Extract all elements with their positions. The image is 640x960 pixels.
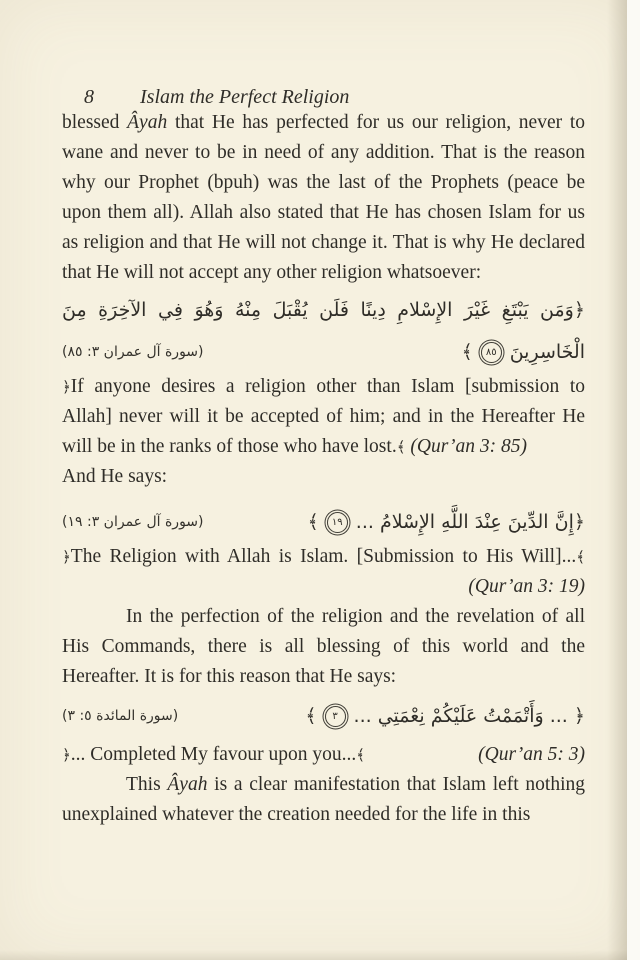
arabic-verse-2 bbox=[62, 502, 585, 542]
translation-3-row bbox=[62, 740, 585, 770]
paragraph-3 bbox=[62, 770, 585, 830]
paragraph-3-text: This bbox=[126, 774, 168, 795]
arabic-verse-3 bbox=[62, 696, 585, 736]
quote-open-ornament-icon: ﴿ bbox=[62, 746, 71, 764]
quote-close-ornament-icon: ﴾ bbox=[396, 438, 406, 456]
lead-in-line: And He says: bbox=[62, 466, 168, 487]
italic-term-ayah: Âyah bbox=[167, 774, 208, 795]
quote-close-ornament-icon: ﴾ bbox=[356, 746, 366, 764]
arabic-verse-2-text-wrap bbox=[308, 502, 585, 542]
verse-2-closing-ornament-icon: ﴾ bbox=[307, 511, 319, 533]
page-edge-shadow bbox=[607, 0, 627, 960]
arabic-citation-1: (سورة آل عمران ٣: ٨٥) bbox=[62, 344, 204, 360]
translation-2 bbox=[62, 542, 585, 572]
ayah-number-medallion-3: ٣ bbox=[325, 706, 346, 727]
paragraph-1-text: blessed bbox=[62, 112, 128, 133]
translation-3-text: ... Completed My favour upon you... bbox=[70, 744, 357, 765]
translation-3 bbox=[62, 740, 365, 770]
quote-open-ornament-icon: ﴿ bbox=[62, 548, 71, 566]
italic-term-ayah: Âyah bbox=[127, 112, 168, 133]
paragraph-1-rest: that He has perfected for us our religion, never to wane and never to be in need of any addition. That is the reason why our Prophet (bpuh) was the last of the Prophets (peace be upon them all). Allah also stated that He has chosen Islam for us as religion and that He will not change it. That is why He declared that He will not accept any other religion whatsoever: bbox=[62, 112, 585, 283]
page-header bbox=[84, 86, 585, 108]
paragraph-3-rest: is a clear manifestation that Islam left nothing unexplained whatever the creation needed for the life in this bbox=[62, 774, 585, 825]
ayah-number-medallion-1: ٨٥ bbox=[481, 342, 502, 363]
arabic-citation-3: (سورة المائدة ٥: ٣) bbox=[62, 708, 179, 724]
quote-close-ornament-icon: ﴾ bbox=[576, 548, 585, 566]
ayah-number-medallion-2: ١٩ bbox=[327, 512, 348, 533]
quote-open-ornament-icon: ﴿ bbox=[62, 378, 71, 396]
quran-reference-3: (Qur’an 5: 3) bbox=[478, 744, 585, 765]
translation-1 bbox=[62, 372, 585, 462]
page-number: 8 bbox=[84, 86, 94, 108]
arabic-verse-3-text: ﴿ ... وَأَتْمَمْتُ عَلَيْكُمْ نِعْمَتِي ... bbox=[353, 705, 585, 727]
verse-1-closing-ornament-icon: ﴾ bbox=[461, 341, 473, 363]
paragraph-2: In the perfection of the religion and the revelation of all His Commands, there is all blessing of this world and the Hereafter. It is for this reason that He says: bbox=[62, 606, 585, 687]
arabic-verse-1-last-word: الْخَاسِرِينَ bbox=[509, 341, 585, 363]
quran-reference-1: (Qur’an 3: 85) bbox=[410, 436, 527, 457]
running-title: Islam the Perfect Religion bbox=[140, 86, 350, 108]
arabic-verse-1-end bbox=[462, 332, 585, 372]
quran-reference-2: (Qur’an 3: 19) bbox=[468, 576, 585, 597]
page-content bbox=[62, 86, 585, 830]
arabic-verse-1 bbox=[62, 290, 585, 372]
verse-3-closing-ornament-icon: ﴾ bbox=[305, 705, 317, 727]
page-bottom-shadow bbox=[0, 950, 627, 960]
arabic-verse-3-text-wrap bbox=[305, 696, 585, 736]
scan-edge-white-strip bbox=[627, 0, 640, 960]
arabic-verse-2-text: ﴿إِنَّ الدِّينَ عِنْدَ اللَّهِ الإِسْلامُ ... bbox=[355, 511, 585, 533]
arabic-citation-2: (سورة آل عمران ٣: ١٩) bbox=[62, 514, 204, 530]
paragraph-1 bbox=[62, 108, 585, 288]
translation-1-text: If anyone desires a religion other than Islam [submission to Allah] never will it be accepted of him; and in the Hereafter He will be in the ranks of those who have lost. bbox=[62, 376, 585, 457]
arabic-verse-1-line-2 bbox=[62, 332, 585, 372]
translation-2-text: The Religion with Allah is Islam. [Submission to His Will]... bbox=[70, 546, 577, 567]
arabic-verse-1-line-1: ﴿وَمَن يَبْتَغِ غَيْرَ الإِسْلامِ دِينًا فَلَن يُقْبَلَ مِنْهُ وَهُوَ فِي الآخِرَةِ مِنَ bbox=[62, 299, 585, 321]
quran-reference-2-line bbox=[62, 572, 585, 602]
